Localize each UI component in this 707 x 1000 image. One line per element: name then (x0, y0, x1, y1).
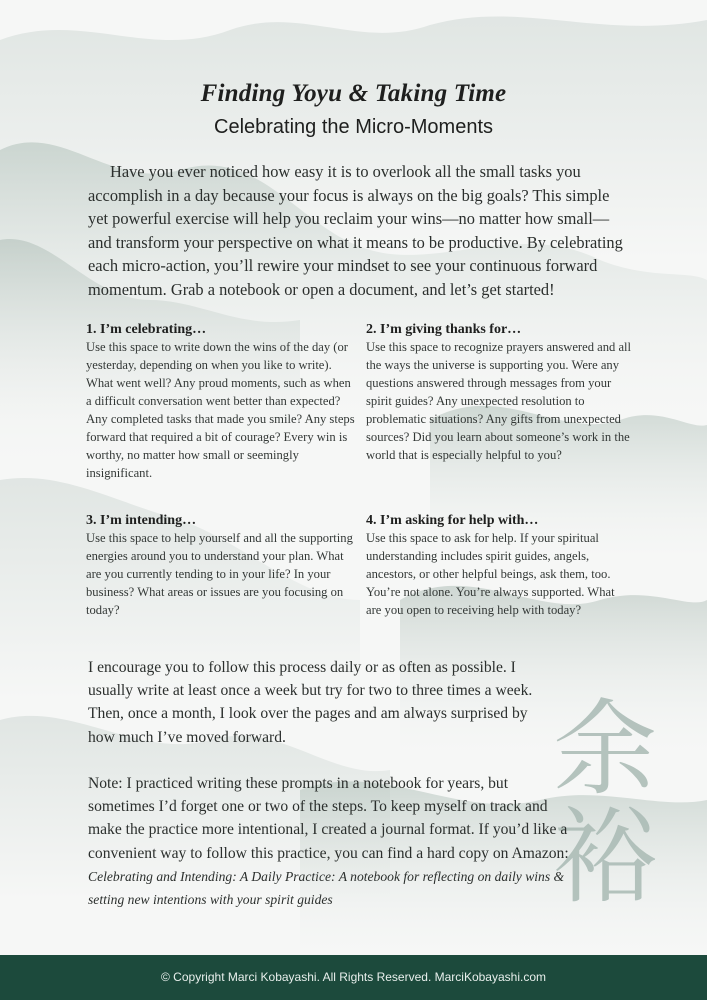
note-paragraph (88, 772, 576, 911)
prompt-asking-for-help (366, 513, 632, 619)
note-text: Note: I practiced writing these prompts in a notebook for years, but sometimes I’d forget one or two of the steps. To keep myself on track and make the practice more intentional, I created a journal format. If you’d like a convenient way to follow this practice, you can find a hard copy on Amazon: (88, 775, 569, 862)
footer-text: © Copyright Marci Kobayashi. All Rights Reserved. MarciKobayashi.com (161, 970, 546, 984)
prompt-heading: 4. I’m asking for help with… (366, 513, 539, 528)
copyright-footer (0, 955, 707, 1000)
kanji-bottom: 裕 (552, 796, 657, 918)
prompt-body: Use this space to recognize prayers answered and all the ways the universe is supporting you. Were any questions answered through messages from your spirit guides? Any unexpected resolution to problematic situations? Any gifts from unexpected sources? Did you learn about someone’s work in the world that is especially helpful to you? (366, 340, 632, 462)
book-title: Celebrating and Intending: A Daily Practice: A notebook for reflecting on daily wins & setting new intentions with your spirit guides (88, 868, 565, 908)
outro-paragraph: I encourage you to follow this process daily or as often as possible. I usually write at least once a week but try for two to three times a week. Then, once a month, I look over the pages and am always surprised by how much I’ve moved forward. (88, 659, 533, 746)
prompt-celebrating (86, 322, 356, 482)
prompt-body: Use this space to ask for help. If your spiritual understanding includes spirit guides, angels, ancestors, or other helpful beings, ask them, too. You’re not alone. You’re always supported. What are you open to receiving help with today? (366, 531, 615, 617)
prompt-heading: 2. I’m giving thanks for… (366, 322, 522, 337)
prompt-body: Use this space to help yourself and all the supporting energies around you to understand your plan. What are you currently tending to in your life? In your business? What areas or issues are you focusing on today? (86, 531, 353, 617)
kanji-top: 余 (552, 688, 657, 810)
prompt-heading: 1. I’m celebrating… (86, 322, 207, 337)
page-title: Finding Yoyu & Taking Time (200, 80, 507, 107)
prompt-body: Use this space to write down the wins of the day (or yesterday, depending on when you like to write). What went well? Any proud moments, such as when a difficult conversation went better than expected? Any completed tasks that made you smile? Any steps forward that required a bit of courage? Every win is worthy, no matter how small or seemingly insignificant. (86, 340, 355, 480)
page-subtitle: Celebrating the Micro-Moments (214, 116, 493, 138)
prompt-intending (86, 513, 356, 619)
prompt-heading: 3. I’m intending… (86, 513, 197, 528)
intro-paragraph: Have you ever noticed how easy it is to overlook all the small tasks you accomplish in a day because your focus is always on the big goals? This simple yet powerful exercise will help you reclaim your wins—no matter how small—and transform your perspective on what it means to be productive. By celebrating each micro-action, you’ll rewire your mindset to see your continuous forward momentum. Grab a notebook or open a document, and let’s get started! (88, 162, 623, 299)
prompt-giving-thanks (366, 322, 632, 464)
